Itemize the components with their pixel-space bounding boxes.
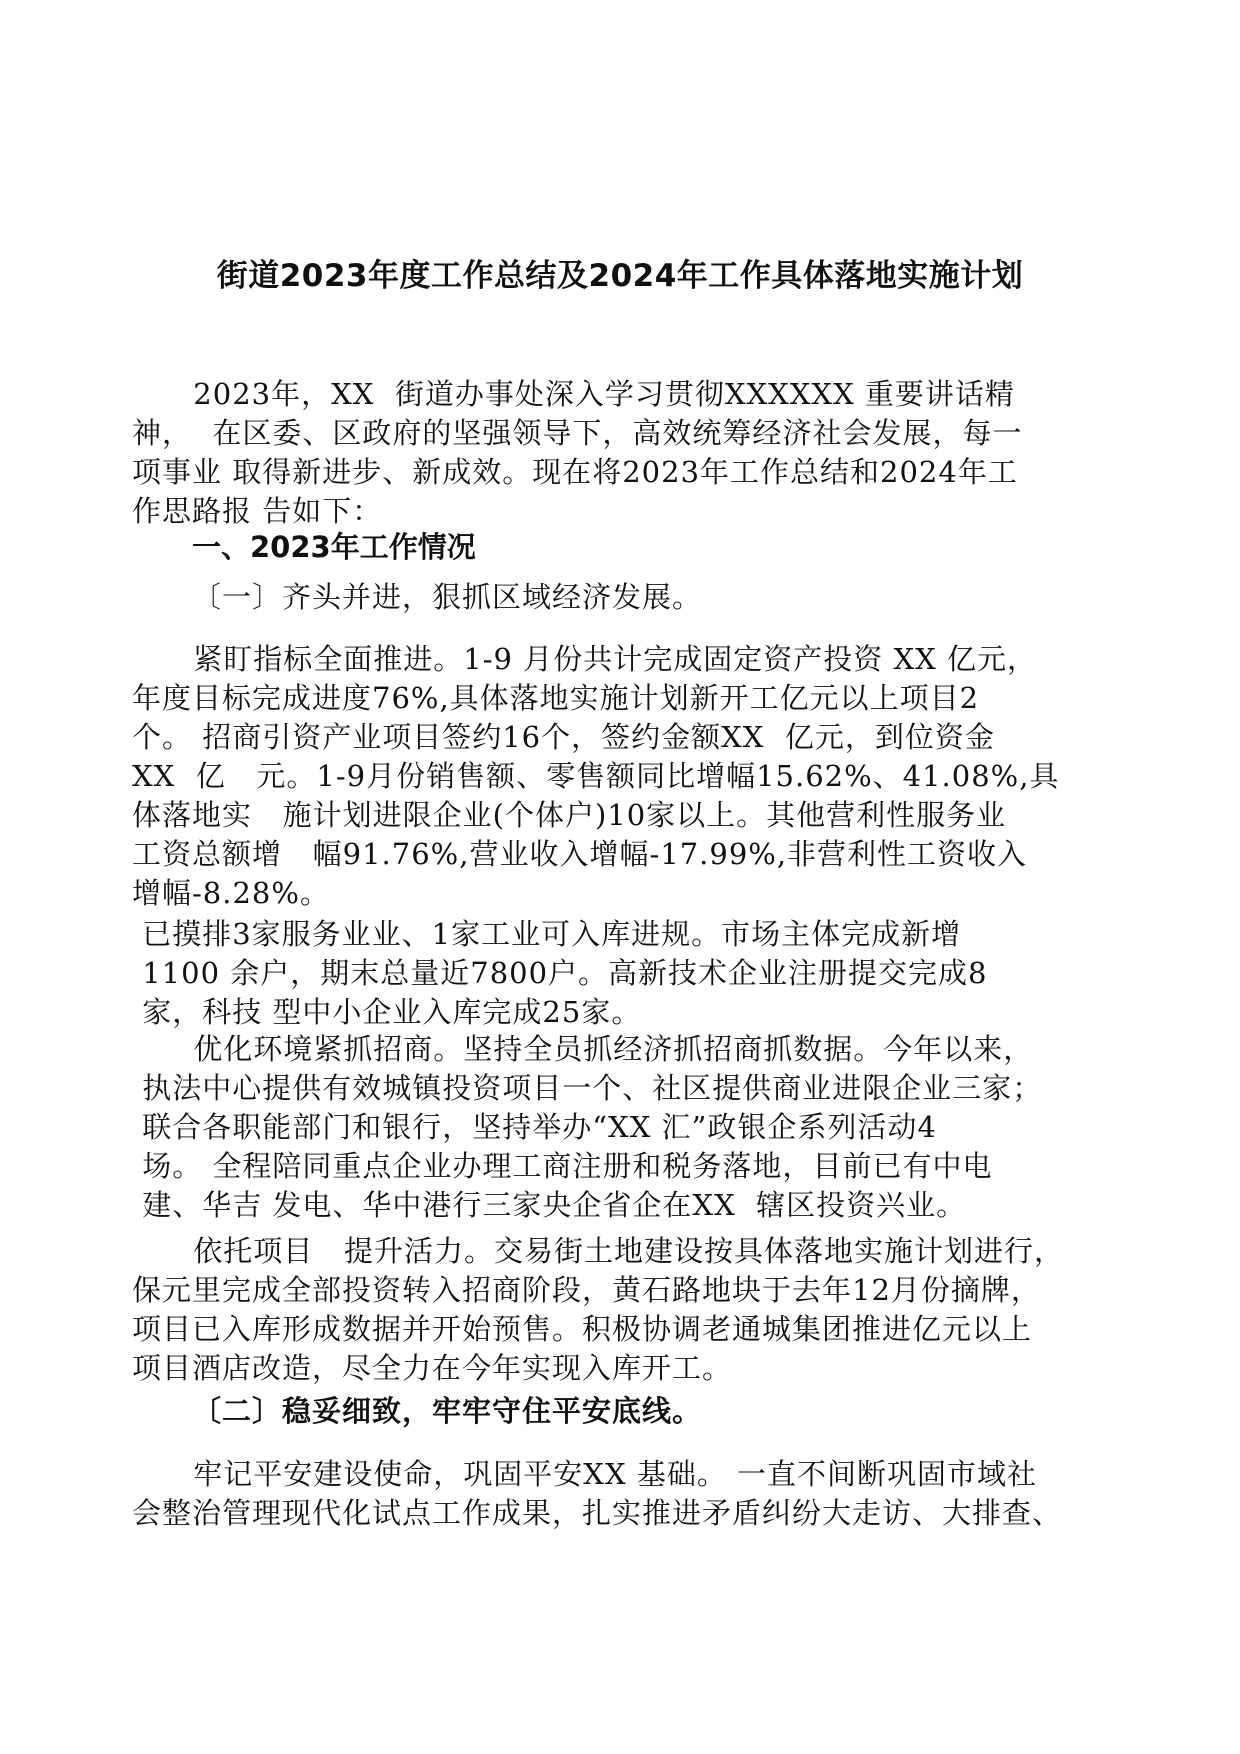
text-line: 个。 招商引资产业项目签约16个，签约金额XX 亿元，到位资金 [132, 720, 995, 754]
text-line: 作思路报 告如下： [132, 494, 383, 528]
text-line: 已摸排3家服务业业、1家工业可入库进规。市场主体完成新增 [132, 917, 962, 951]
text-line: 场。 全程陪同重点企业办理工商注册和税务落地，目前已有中电 [132, 1149, 993, 1183]
document-title: 街道2023年度工作总结及2024年工作具体落地实施计划 [216, 258, 1024, 294]
text-line: 项目酒店改造，尽全力在今年实现入库开工。 [132, 1351, 733, 1385]
text-line: 家，科技 型中小企业入库完成25家。 [132, 995, 642, 1029]
text-line: 联合各职能部门和银行，坚持举办“XX 汇”政银企系列活动4 [132, 1110, 937, 1144]
text-line: 年度目标完成进度76%,具体落地实施计划新开工亿元以上项目2 [132, 681, 980, 715]
text-line: 执法中心提供有效城镇投资项目一个、社区提供商业进限企业三家； [132, 1071, 1043, 1105]
section-heading-1: 一、2023年工作情况 [192, 530, 476, 564]
text-line: 保元里完成全部投资转入招商阶段，黄石路地块于去年12月份摘牌， [132, 1273, 1041, 1307]
text-line: 紧盯指标全面推进。1-9 月份共计完成固定资产投资 XX 亿元， [132, 642, 1037, 676]
text-line: 神， 在区委、区政府的坚强领导下，高效统筹经济社会发展，每一 [132, 416, 1023, 450]
text-line: 1100 余户，期末总量近7800户。高新技术企业注册提交完成8 [132, 956, 988, 990]
paragraph-investment [132, 1030, 1117, 1225]
text-line: XX 亿 元。1-9月份销售额、零售额同比增幅15.62%、41.08%,具 [132, 759, 1060, 793]
subsection-heading-1: 〔一〕齐头并进，狠抓区域经济发展。 [192, 580, 703, 614]
text-line: 会整治管理现代化试点工作成果，扎实推进矛盾纠纷大走访、大排查、 [132, 1496, 1063, 1530]
paragraph-projects [132, 1232, 1117, 1388]
text-line: 项目已入库形成数据并开始预售。积极协调老通城集团推进亿元以上 [132, 1312, 1033, 1346]
text-line: 增幅-8.28%。 [132, 876, 330, 910]
intro-paragraph [132, 375, 1117, 531]
text-line: 项事业 取得新进步、新成效。现在将2023年工作总结和2024年工 [132, 455, 1018, 489]
text-line: 体落地实 施计划进限企业(个体户)10家以上。其他营利性服务业 [132, 798, 1007, 832]
text-line: 优化环境紧抓招商。坚持全员抓经济抓招商抓数据。今年以来， [132, 1032, 1034, 1066]
text-line: 2023年，XX 街道办事处深入学习贯彻XXXXXX 重要讲话精 [132, 377, 1015, 411]
text-line: 工资总额增 幅91.76%,营业收入增幅-17.99%,非营利性工资收入 [132, 837, 1028, 871]
subsection-heading-2: 〔二〕稳妥细致，牢牢守住平安底线。 [192, 1394, 703, 1428]
text-line: 依托项目 提升活力。交易街土地建设按具体落地实施计划进行， [132, 1234, 1064, 1268]
text-line: 牢记平安建设使命，巩固平安XX 基础。 一直不间断巩固市域社 [132, 1457, 1038, 1491]
text-line: 建、华吉 发电、华中港行三家央企省企在XX 辖区投资兴业。 [132, 1188, 967, 1222]
paragraph-indicators [132, 640, 1117, 913]
paragraph-market-entities [132, 915, 1117, 1032]
paragraph-safety [132, 1455, 1117, 1533]
